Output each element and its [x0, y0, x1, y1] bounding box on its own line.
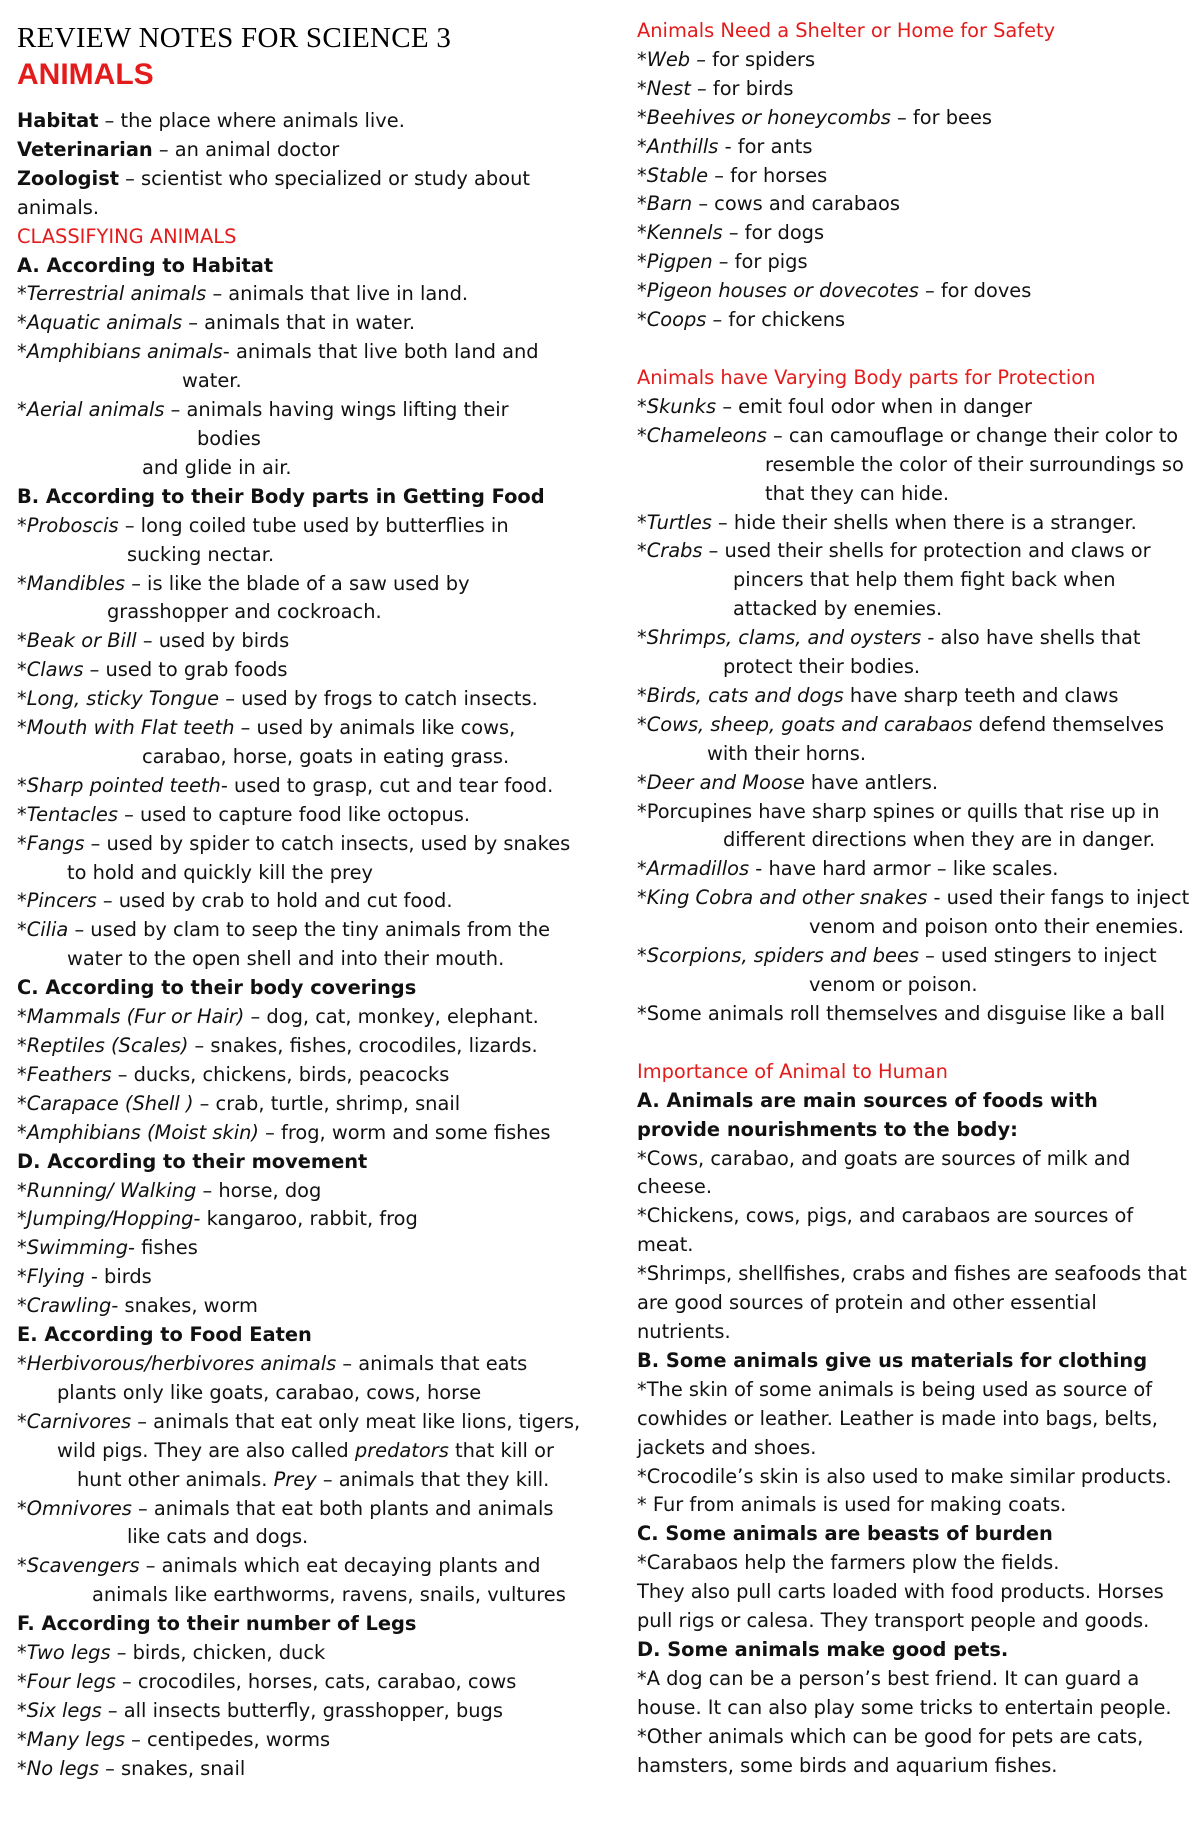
- list-item: [637, 624, 1187, 653]
- item-term: *Mammals (Fur or Hair): [17, 1005, 245, 1029]
- item-term: *Fangs: [17, 831, 85, 855]
- item-term: *Cilia: [17, 918, 69, 942]
- item-text: – for birds: [690, 76, 794, 100]
- item-term: *Turtles: [637, 510, 712, 534]
- item-term: *Deer and Moose: [637, 770, 805, 794]
- item-continuation: sucking nectar.: [127, 542, 275, 566]
- item-text: – animals that live in land.: [206, 282, 469, 306]
- item-term: *Tentacles: [17, 802, 118, 826]
- item-term: *Flying: [17, 1265, 85, 1289]
- item-continuation: animals like earthworms, ravens, snails, vultures: [92, 1583, 566, 1607]
- item-term: *Pigeon houses or dovecotes: [637, 279, 919, 303]
- list-item: [637, 942, 1187, 971]
- list-item: [17, 1639, 585, 1668]
- item-term: *King Cobra and other snakes: [637, 886, 928, 910]
- item-term: *Nest: [637, 76, 691, 100]
- definition-text: – an animal doctor: [152, 137, 340, 161]
- item-text: - birds: [84, 1265, 152, 1289]
- item-term: *Jumping/Hopping: [17, 1207, 194, 1231]
- item-text: – used stingers to inject: [918, 944, 1157, 968]
- left-column: [17, 0, 585, 1784]
- item-text: – used to capture food like octopus.: [117, 802, 471, 826]
- item-text: – animals that eat only meat like lions, tigers,: [131, 1409, 581, 1433]
- list-item: [17, 338, 585, 367]
- item-text: – used by crab to hold and cut food.: [96, 889, 453, 913]
- list-item: [17, 1292, 585, 1321]
- item-term: *Aquatic animals: [17, 311, 183, 335]
- item-text: – animals which eat decaying plants and: [139, 1554, 541, 1578]
- item-continuation: to hold and quickly kill the prey: [67, 860, 373, 884]
- item-term: *Anthills: [637, 134, 719, 158]
- item-term: *Cows, sheep, goats and carabaos: [637, 712, 973, 736]
- importance-a-heading: A. Animals are main sources of foods with provide nourishments to the body:: [637, 1088, 1098, 1141]
- item-text: – used by animals like cows,: [234, 716, 516, 740]
- item-term: *Omnivores: [17, 1496, 132, 1520]
- item-term: *Many legs: [17, 1727, 125, 1751]
- item-text: – dog, cat, monkey, elephant.: [244, 1005, 539, 1029]
- item-term: *Carapace (Shell ): [17, 1091, 194, 1115]
- item-text: – can camouflage or change their color to: [766, 423, 1179, 447]
- item-text: – emit foul odor when in danger: [716, 394, 1032, 418]
- item-term: *Coops: [637, 308, 707, 332]
- list-item: [637, 393, 1187, 422]
- item-text: have antlers.: [804, 770, 939, 794]
- item-term: *Aerial animals: [17, 398, 165, 422]
- item-continuation: bodies: [197, 426, 261, 450]
- item-text: – used to grab foods: [83, 658, 288, 682]
- item-term: *Crabs: [637, 539, 703, 563]
- document-title: REVIEW NOTES FOR SCIENCE 3: [17, 22, 452, 54]
- item-term: *Scavengers: [17, 1554, 140, 1578]
- list-item: [17, 801, 585, 830]
- paragraph: *Shrimps, shellfishes, crabs and fishes are seafoods that are good sources of protein and other essential nutrients.: [637, 1262, 1187, 1343]
- definition-veterinarian: [17, 136, 585, 165]
- section-c-heading: C. According to their body coverings: [17, 976, 417, 1000]
- item-term: *Barn: [637, 192, 693, 216]
- item-term: *Chameleons: [637, 423, 767, 447]
- list-item: [17, 512, 585, 541]
- list-item: [637, 46, 1187, 75]
- item-continuation: water.: [182, 369, 242, 393]
- item-text: – snakes, fishes, crocodiles, lizards.: [188, 1034, 538, 1057]
- list-item: [17, 1119, 585, 1148]
- definition-zoologist: [17, 165, 585, 223]
- paragraph: *Crocodile’s skin is also used to make similar products.: [637, 1464, 1172, 1488]
- paragraph: They also pull carts loaded with food products. Horses pull rigs or calesa. They transport people and goods.: [637, 1580, 1164, 1633]
- item-text: – for bees: [890, 105, 993, 129]
- list-item: [637, 133, 1187, 162]
- text-part: predators: [354, 1438, 449, 1462]
- item-continuation: pincers that help them fight back when: [733, 568, 1116, 592]
- text-part: wild pigs. They are also called: [57, 1438, 355, 1462]
- definition-text: – scientist who specialized or study about animals.: [17, 166, 530, 219]
- list-item: [637, 277, 1187, 306]
- item-text: - snakes, worm: [111, 1294, 258, 1318]
- list-item: [17, 1552, 585, 1581]
- list-item: [17, 887, 585, 916]
- spacer: [637, 1029, 1187, 1058]
- list-item: [637, 306, 1187, 335]
- list-item: [17, 1697, 585, 1726]
- list-item: [17, 309, 585, 338]
- item-term: *Scorpions, spiders and bees: [637, 944, 919, 968]
- item-continuation: that they can hide.: [765, 481, 950, 505]
- list-item: [17, 714, 585, 743]
- spacer: [637, 335, 1187, 364]
- item-term: *Amphibians animals: [17, 340, 223, 364]
- paragraph: *Carabaos help the farmers plow the fields.: [637, 1551, 1060, 1575]
- item-text: – frog, worm and some fishes: [258, 1120, 551, 1144]
- list-item: [17, 1234, 585, 1263]
- list-item: [17, 396, 585, 425]
- item-text: – birds, chicken, duck: [110, 1641, 326, 1665]
- item-continuation: grasshopper and cockroach.: [107, 600, 382, 624]
- paragraph: * Fur from animals is used for making coats.: [637, 1493, 1067, 1517]
- item-text: – all insects butterfly, grasshopper, bugs: [101, 1698, 503, 1722]
- list-item: [637, 219, 1187, 248]
- item-text: - animals that live both land and: [222, 340, 539, 364]
- item-text: – used by birds: [136, 629, 290, 653]
- list-item: [637, 509, 1187, 538]
- item-text: – cows and carabaos: [692, 192, 901, 216]
- list-item: [637, 769, 1187, 798]
- list-item: [637, 682, 1187, 711]
- protection-heading: Animals have Varying Body parts for Protection: [637, 365, 1096, 389]
- section-f-heading: F. According to their number of Legs: [17, 1612, 417, 1636]
- list-item: [637, 711, 1187, 740]
- importance-heading: Importance of Animal to Human: [637, 1059, 948, 1083]
- importance-b-heading: B. Some animals give us materials for clothing: [637, 1348, 1148, 1372]
- list-item: [637, 75, 1187, 104]
- item-text: - used their fangs to inject: [927, 886, 1190, 910]
- section-d-heading: D. According to their movement: [17, 1149, 368, 1173]
- paragraph: *A dog can be a person’s best friend. It can guard a house. It can also play some tricks to entertain people.: [637, 1666, 1172, 1719]
- item-term: *Claws: [17, 658, 84, 682]
- item-continuation: [17, 1466, 585, 1495]
- importance-d-heading: D. Some animals make good pets.: [637, 1637, 1009, 1661]
- list-item: [637, 537, 1187, 566]
- item-continuation: protect their bodies.: [723, 655, 921, 679]
- item-term: *Pigpen: [637, 250, 713, 274]
- right-column: [637, 17, 1190, 1780]
- list-item: [637, 248, 1187, 277]
- item-text: - have hard armor – like scales.: [749, 857, 1059, 881]
- list-item: [17, 627, 585, 656]
- list-item: [17, 1263, 585, 1292]
- importance-c-heading: C. Some animals are beasts of burden: [637, 1522, 1053, 1546]
- item-text: – for horses: [708, 163, 828, 187]
- item-term: *Mandibles: [17, 571, 126, 595]
- item-continuation: like cats and dogs.: [127, 1525, 309, 1549]
- item-term: *Six legs: [17, 1698, 102, 1722]
- list-item: [637, 190, 1187, 219]
- item-text: – hide their shells when there is a stranger.: [711, 510, 1137, 534]
- item-text: – animals that eats: [336, 1351, 528, 1375]
- list-item: [17, 1177, 585, 1206]
- item-term: *Birds, cats and dogs: [637, 683, 844, 707]
- item-term: *Beak or Bill: [17, 629, 137, 653]
- term: Habitat: [17, 109, 99, 132]
- text-part: Prey: [273, 1467, 317, 1491]
- section-b-heading: B. According to their Body parts in Getting Food: [17, 484, 545, 508]
- item-text: – snakes, snail: [98, 1756, 246, 1780]
- shelter-heading: Animals Need a Shelter or Home for Safety: [637, 19, 1056, 42]
- item-term: *Four legs: [17, 1669, 116, 1693]
- list-item: [17, 772, 585, 801]
- list-item: [17, 1090, 585, 1119]
- list-item: [637, 422, 1187, 451]
- item-term: *Two legs: [17, 1641, 111, 1665]
- list-item: [17, 1726, 585, 1755]
- item-term: *Running/ Walking: [17, 1178, 197, 1202]
- item-term: *Crawling: [17, 1294, 112, 1318]
- item-text: – crocodiles, horses, cats, carabao, cows: [115, 1669, 517, 1693]
- section-a-heading: A. According to Habitat: [17, 253, 274, 277]
- list-item: [17, 1003, 585, 1032]
- item-term: *Web: [637, 47, 691, 71]
- item-term: *Armadillos: [637, 857, 750, 881]
- list-item: [17, 1408, 585, 1437]
- item-text: – for doves: [918, 279, 1032, 303]
- list-item: [17, 1061, 585, 1090]
- item-term: *Mouth with Flat teeth: [17, 716, 235, 740]
- list-item: [17, 280, 585, 309]
- definition-habitat: [17, 107, 585, 136]
- text-part: that kill or: [448, 1438, 554, 1462]
- item-text: – for chickens: [706, 308, 846, 332]
- item-term: *Skunks: [637, 394, 717, 418]
- item-continuation: with their horns.: [707, 741, 866, 765]
- item-text: – long coiled tube used by butterflies in: [118, 513, 509, 537]
- item-term: *Swimming: [17, 1236, 129, 1260]
- item-term: *Herbivorous/herbivores animals: [17, 1351, 337, 1375]
- item-text: – used by spider to catch insects, used by snakes: [84, 831, 571, 855]
- item-text: – ducks, chickens, birds, peacocks: [111, 1062, 450, 1086]
- item-text: – used their shells for protection and claws or: [702, 539, 1151, 563]
- list-item: [637, 884, 1190, 913]
- paragraph: *Chickens, cows, pigs, and carabaos are sources of meat.: [637, 1204, 1134, 1257]
- document-subtitle: ANIMALS: [17, 58, 154, 91]
- item-continuation: and glide in air.: [142, 455, 292, 479]
- list-item: [637, 855, 1187, 884]
- paragraph: *Other animals which can be good for pets are cats, hamsters, some birds and aquarium fishes.: [637, 1724, 1144, 1777]
- item-term: *Pincers: [17, 889, 97, 913]
- list-item: [17, 570, 585, 599]
- item-term: *Carnivores: [17, 1409, 132, 1433]
- item-text: - kangaroo, rabbit, frog: [193, 1207, 418, 1231]
- item-text: have sharp teeth and claws: [843, 683, 1119, 707]
- item-term: *Stable: [637, 163, 709, 187]
- text-part: hunt other animals.: [77, 1467, 274, 1491]
- list-item: [17, 1495, 585, 1524]
- item-term: *Feathers: [17, 1062, 112, 1086]
- item-continuation: [17, 1437, 585, 1466]
- item-text: - fishes: [128, 1236, 198, 1260]
- item-text: – for dogs: [722, 221, 825, 245]
- item-continuation: different directions when they are in danger.: [723, 828, 1156, 852]
- list-item: *Some animals roll themselves and disguise like a ball: [637, 1001, 1166, 1025]
- list-item: [17, 656, 585, 685]
- item-term: *Amphibians (Moist skin): [17, 1120, 259, 1144]
- item-text: – is like the blade of a saw used by: [125, 571, 470, 595]
- list-item: *Porcupines have sharp spines or quills that rise up in: [637, 799, 1160, 823]
- term: Veterinarian: [17, 137, 153, 161]
- item-text: – for pigs: [712, 250, 808, 274]
- item-continuation: carabao, horse, goats in eating grass.: [142, 744, 510, 768]
- classifying-heading: CLASSIFYING ANIMALS: [17, 224, 237, 248]
- item-text: – centipedes, worms: [124, 1727, 331, 1751]
- definition-text: – the place where animals live.: [98, 109, 405, 132]
- item-text: – animals having wings lifting their: [164, 398, 509, 422]
- list-item: [17, 1755, 585, 1784]
- list-item: [17, 1032, 585, 1061]
- list-item: [17, 1350, 585, 1379]
- item-term: *Sharp pointed teeth: [17, 773, 221, 797]
- item-term: *No legs: [17, 1756, 99, 1780]
- term: Zoologist: [17, 166, 120, 190]
- paragraph: *Cows, carabao, and goats are sources of milk and cheese.: [637, 1146, 1131, 1199]
- list-item: [17, 830, 585, 859]
- item-term: *Terrestrial animals: [17, 282, 207, 306]
- item-text: - used to grasp, cut and tear food.: [220, 773, 554, 797]
- list-item: [17, 1205, 585, 1234]
- item-text: – used by clam to seep the tiny animals from the: [68, 918, 551, 942]
- item-text: – animals that eat both plants and animals: [131, 1496, 554, 1520]
- list-item: [637, 104, 1187, 133]
- item-text: - also have shells that: [921, 626, 1141, 650]
- item-continuation: water to the open shell and into their mouth.: [67, 947, 505, 971]
- section-e-heading: E. According to Food Eaten: [17, 1323, 312, 1347]
- list-item: [17, 916, 585, 945]
- item-continuation: venom or poison.: [809, 973, 978, 996]
- list-item: [17, 685, 585, 714]
- item-continuation: resemble the color of their surroundings so: [765, 452, 1184, 476]
- item-term: *Proboscis: [17, 513, 119, 537]
- item-term: *Reptiles (Scales): [17, 1034, 189, 1057]
- item-text: – used by frogs to catch insects.: [219, 687, 538, 711]
- item-text: defend themselves: [972, 712, 1164, 736]
- item-continuation: attacked by enemies.: [733, 597, 943, 621]
- text-part: – animals that they kill.: [316, 1467, 550, 1491]
- item-text: – animals that in water.: [182, 311, 416, 335]
- list-item: [17, 1668, 585, 1697]
- paragraph: *The skin of some animals is being used as source of cowhides or leather. Leather is made into bags, belts, jackets and shoes.: [637, 1377, 1158, 1459]
- item-term: *Kennels: [637, 221, 723, 245]
- item-continuation: venom and poison onto their enemies.: [809, 915, 1184, 939]
- item-text: – for spiders: [690, 47, 816, 71]
- item-text: – crab, turtle, shrimp, snail: [193, 1091, 461, 1115]
- item-continuation: plants only like goats, carabao, cows, horse: [57, 1380, 482, 1404]
- list-item: [637, 162, 1187, 191]
- item-term: *Shrimps, clams, and oysters: [637, 626, 922, 650]
- item-term: *Beehives or honeycombs: [637, 105, 891, 129]
- item-term: *Long, sticky Tongue: [17, 687, 220, 711]
- item-text: – horse, dog: [196, 1178, 322, 1202]
- item-text: - for ants: [718, 134, 813, 158]
